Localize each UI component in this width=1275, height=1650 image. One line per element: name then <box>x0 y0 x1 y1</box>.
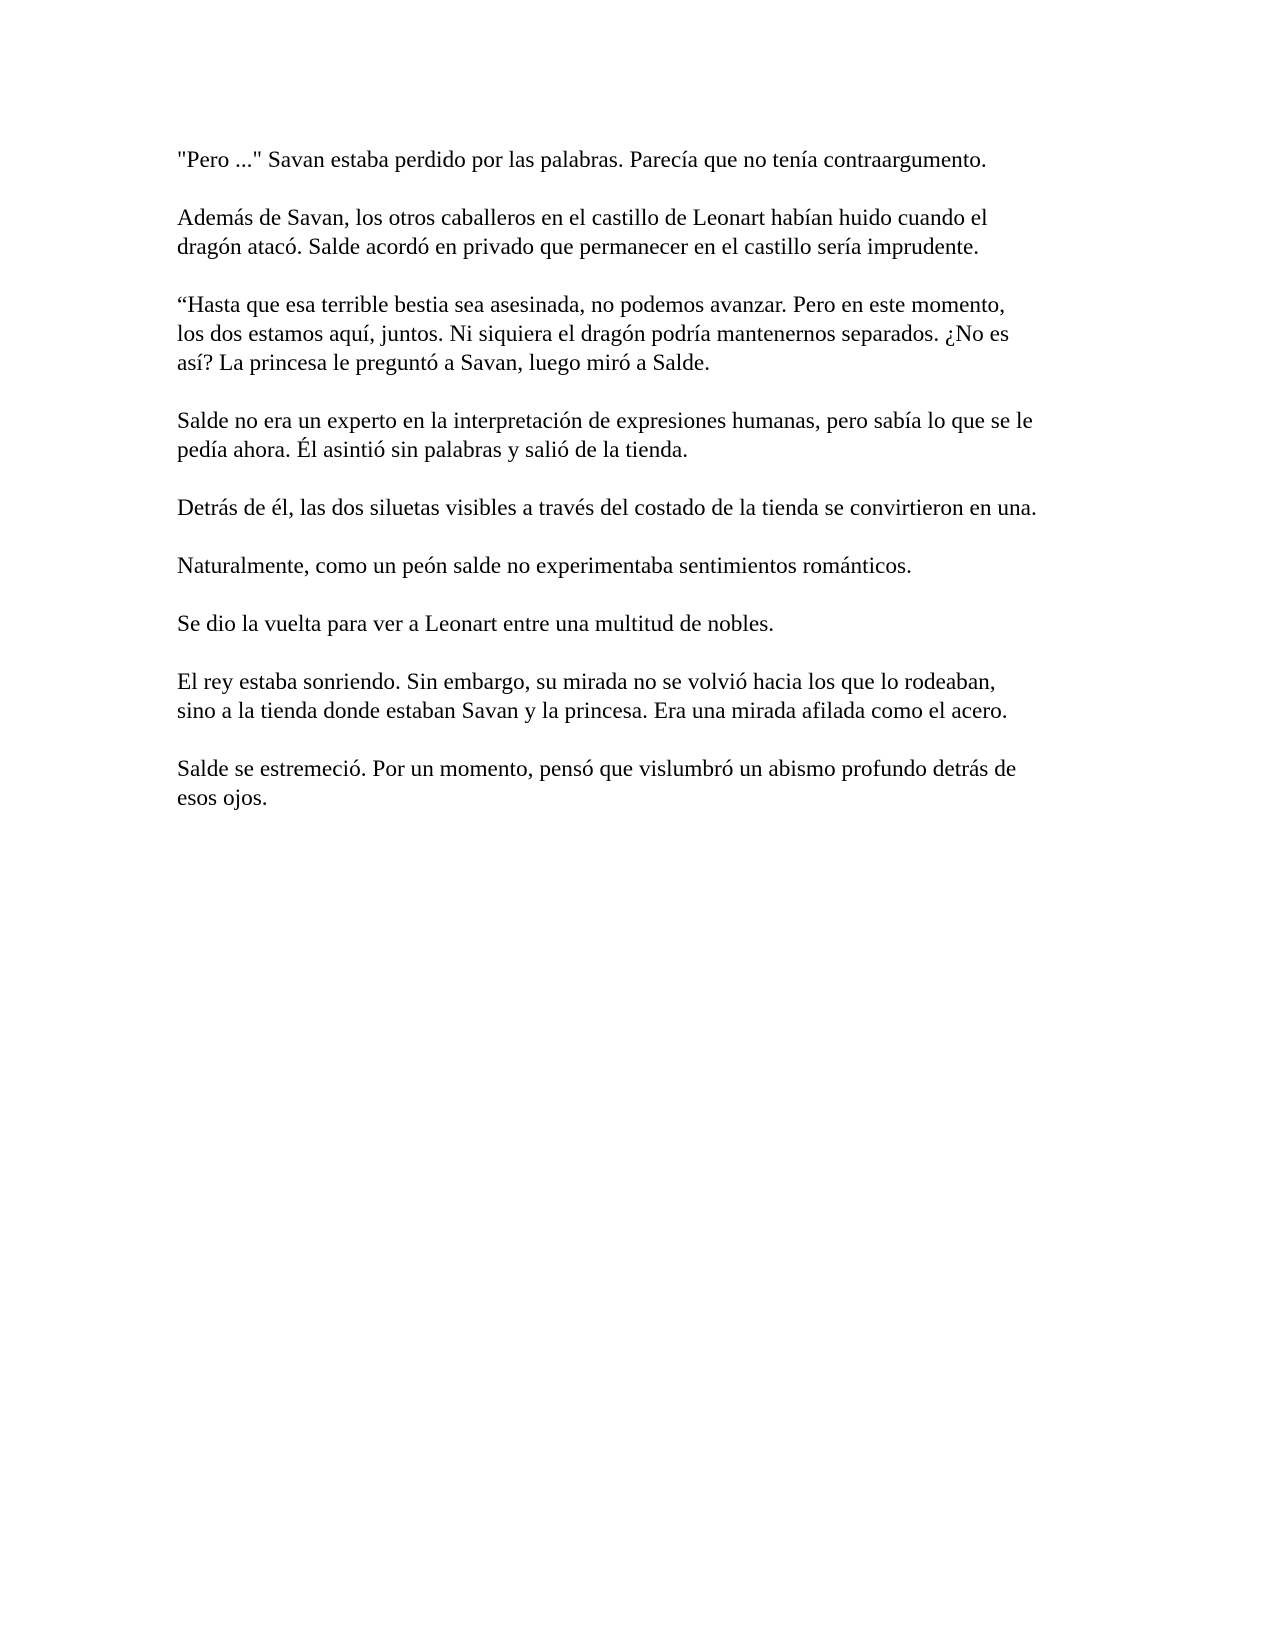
paragraph-7 <box>177 610 1117 639</box>
paragraph-3 <box>177 291 1117 378</box>
paragraph-9 <box>177 755 1117 813</box>
text-line: “Hasta que esa terrible bestia sea asesinada, no podemos avanzar. Pero en este momento, <box>177 292 1006 318</box>
paragraph-1 <box>177 146 1117 175</box>
paragraph-4 <box>177 407 1117 465</box>
paragraph-6 <box>177 552 1117 581</box>
text-line: Naturalmente, como un peón salde no experimentaba sentimientos románticos. <box>177 553 912 579</box>
text-line: dragón atacó. Salde acordó en privado que permanecer en el castillo sería imprudente. <box>177 234 980 260</box>
text-line: Salde no era un experto en la interpretación de expresiones humanas, pero sabía lo que se le <box>177 408 1033 434</box>
text-line: Se dio la vuelta para ver a Leonart entre una multitud de nobles. <box>177 611 775 637</box>
paragraph-8 <box>177 668 1117 726</box>
text-line: así? La princesa le preguntó a Savan, luego miró a Salde. <box>177 350 711 376</box>
text-line: pedía ahora. Él asintió sin palabras y salió de la tienda. <box>177 437 689 463</box>
text-line: los dos estamos aquí, juntos. Ni siquiera el dragón podría mantenernos separados. ¿No es <box>177 321 1010 347</box>
text-line: "Pero ..." Savan estaba perdido por las palabras. Parecía que no tenía contraargumento. <box>177 147 987 173</box>
text-line: Detrás de él, las dos siluetas visibles a través del costado de la tienda se convirtieron en una. <box>177 495 1037 521</box>
text-line: El rey estaba sonriendo. Sin embargo, su mirada no se volvió hacia los que lo rodeaban, <box>177 669 996 695</box>
text-line: Además de Savan, los otros caballeros en el castillo de Leonart habían huido cuando el <box>177 205 988 231</box>
text-line: esos ojos. <box>177 785 268 811</box>
paragraph-2 <box>177 204 1117 262</box>
document-body <box>177 146 1117 842</box>
text-line: Salde se estremeció. Por un momento, pensó que vislumbró un abismo profundo detrás de <box>177 756 1017 782</box>
text-line: sino a la tienda donde estaban Savan y la princesa. Era una mirada afilada como el acero. <box>177 698 1008 724</box>
paragraph-5 <box>177 494 1117 523</box>
